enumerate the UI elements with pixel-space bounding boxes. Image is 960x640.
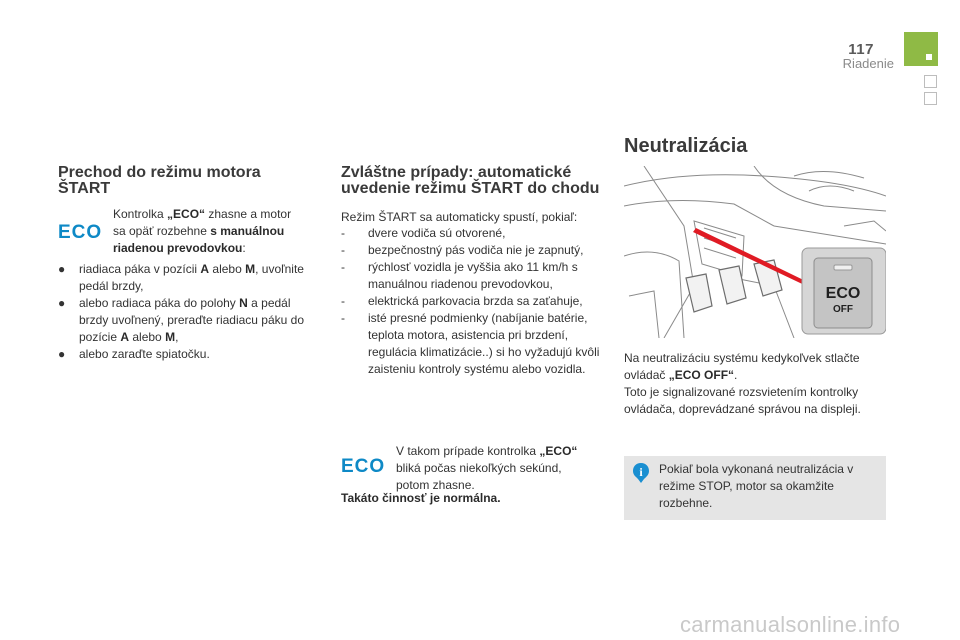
- heading-special-cases: Zvláštne prípady: automatické uvedenie režimu ŠTART do chodu: [341, 164, 600, 197]
- info-icon-letter: i: [639, 465, 643, 479]
- eco-indicator-text: ECO: [341, 456, 385, 475]
- neutralization-instructions: [624, 350, 886, 418]
- watermark: carmanualsonline.info: [680, 612, 901, 637]
- info-icon-graphic: [632, 462, 650, 484]
- eco-off-button-label-off: OFF: [833, 304, 853, 315]
- list-item-text: rýchlosť vozidla je vyššia ako 11 km/h s manuálnou riadenou prevodovkou,: [368, 260, 578, 291]
- eco-label: „ECO“: [539, 444, 578, 458]
- list-item: [58, 295, 320, 346]
- section-title: Riadenie: [842, 56, 894, 71]
- gearbox-label: s manuálnou riadenou prevodovkou: [113, 224, 285, 255]
- info-icon: [632, 462, 650, 489]
- gear-letter: M: [245, 262, 256, 276]
- dash-marker: -: [341, 260, 345, 274]
- list-item: [341, 242, 601, 259]
- eco-indicator-text: ECO: [58, 222, 102, 241]
- list-item: [58, 261, 320, 295]
- gear-letter: N: [239, 296, 248, 310]
- dash-marker: -: [341, 243, 345, 257]
- chapter-square-2: [924, 92, 937, 105]
- dash-marker: -: [341, 311, 345, 325]
- gear-letter: M: [165, 330, 176, 344]
- special-cases-list: [341, 225, 601, 378]
- text-fragment: bliká počas niekoľkých sekúnd, potom zhasne.: [396, 461, 562, 492]
- list-item-text: bezpečnostný pás vodiča nie je zapnutý,: [368, 243, 584, 257]
- list-item-text: dvere vodiča sú otvorené,: [368, 226, 506, 240]
- text-fragment: alebo zaraďte spiatočku.: [79, 347, 210, 361]
- list-item: [341, 293, 601, 310]
- eco-label: „ECO“: [167, 207, 206, 221]
- dash-marker: -: [341, 226, 345, 240]
- list-item: [341, 259, 601, 293]
- heading-start-mode: Prechod do režimu motora ŠTART: [58, 164, 261, 197]
- eco-off-button-label-eco: ECO: [825, 285, 861, 302]
- list-item: [341, 310, 601, 378]
- neutralization-signal-text: Toto je signalizované rozsvietením kontrolky ovládača, doprevádzané správou na displeji.: [624, 385, 861, 416]
- info-text: Pokiaľ bola vykonaná neutralizácia v režime STOP, motor sa okamžite rozbehne.: [659, 462, 854, 510]
- text-fragment: .: [734, 368, 738, 382]
- text-fragment: , uvoľnite pedál brzdy,: [79, 262, 304, 293]
- chapter-tab: [904, 32, 938, 66]
- text-fragment: :: [242, 241, 246, 255]
- dashboard-drawing: [624, 166, 886, 338]
- normal-operation-note: Takáto činnosť je normálna.: [341, 491, 501, 505]
- eco-indicator-icon: [341, 455, 385, 475]
- special-cases-intro: Režim ŠTART sa automaticky spustí, pokiaľ:: [341, 210, 578, 224]
- text-fragment: a pedál brzdy uvoľnený, preraďte riadiacu páku do pozície: [79, 296, 305, 344]
- gear-letter: A: [120, 330, 130, 344]
- text-fragment: V takom prípade kontrolka: [396, 444, 540, 458]
- gear-letter: A: [200, 262, 210, 276]
- text-fragment: alebo: [209, 262, 246, 276]
- heading-neutralization: Neutralizácia: [624, 135, 748, 157]
- bullet-marker: ●: [58, 347, 66, 361]
- text-fragment: alebo radiaca páka do polohy: [79, 296, 240, 310]
- list-item: [58, 346, 320, 363]
- eco-indicator-icon: [58, 221, 102, 241]
- chapter-square-1: [924, 75, 937, 88]
- text-fragment: alebo: [129, 330, 166, 344]
- eco-lamp-paragraph: [113, 206, 303, 257]
- page-number: 117: [848, 41, 874, 58]
- text-fragment: Kontrolka: [113, 207, 168, 221]
- dashboard-illustration: [624, 166, 886, 338]
- start-conditions-list: [58, 261, 320, 363]
- bullet-marker: ●: [58, 296, 66, 310]
- bullet-marker: ●: [58, 262, 66, 276]
- text-fragment: riadiaca páka v pozícii: [79, 262, 201, 276]
- text-fragment: zhasne a motor sa opäť rozbehne: [113, 207, 292, 238]
- list-item: [341, 225, 601, 242]
- eco-off-label: „ECO OFF“: [668, 368, 735, 382]
- list-item-text: isté presné podmienky (nabíjanie batérie, teplota motora, asistencia pri brzdení, regulácia klimatizácie..) si ho vyžadujú kvôli zaisteniu kontroly systému alebo vozidla.: [368, 311, 600, 376]
- eco-indicator-icon-graphic: [58, 221, 102, 241]
- dash-marker: -: [341, 294, 345, 308]
- list-item-text: elektrická parkovacia brzda sa zaťahuje,: [368, 294, 583, 308]
- eco-blink-note: [396, 443, 596, 494]
- chapter-tab-marker: [926, 54, 932, 60]
- eco-indicator-icon-graphic: [341, 455, 385, 475]
- text-fragment: ,: [175, 330, 179, 344]
- text-fragment: Na neutralizáciu systému kedykoľvek stlačte ovládač: [624, 351, 860, 382]
